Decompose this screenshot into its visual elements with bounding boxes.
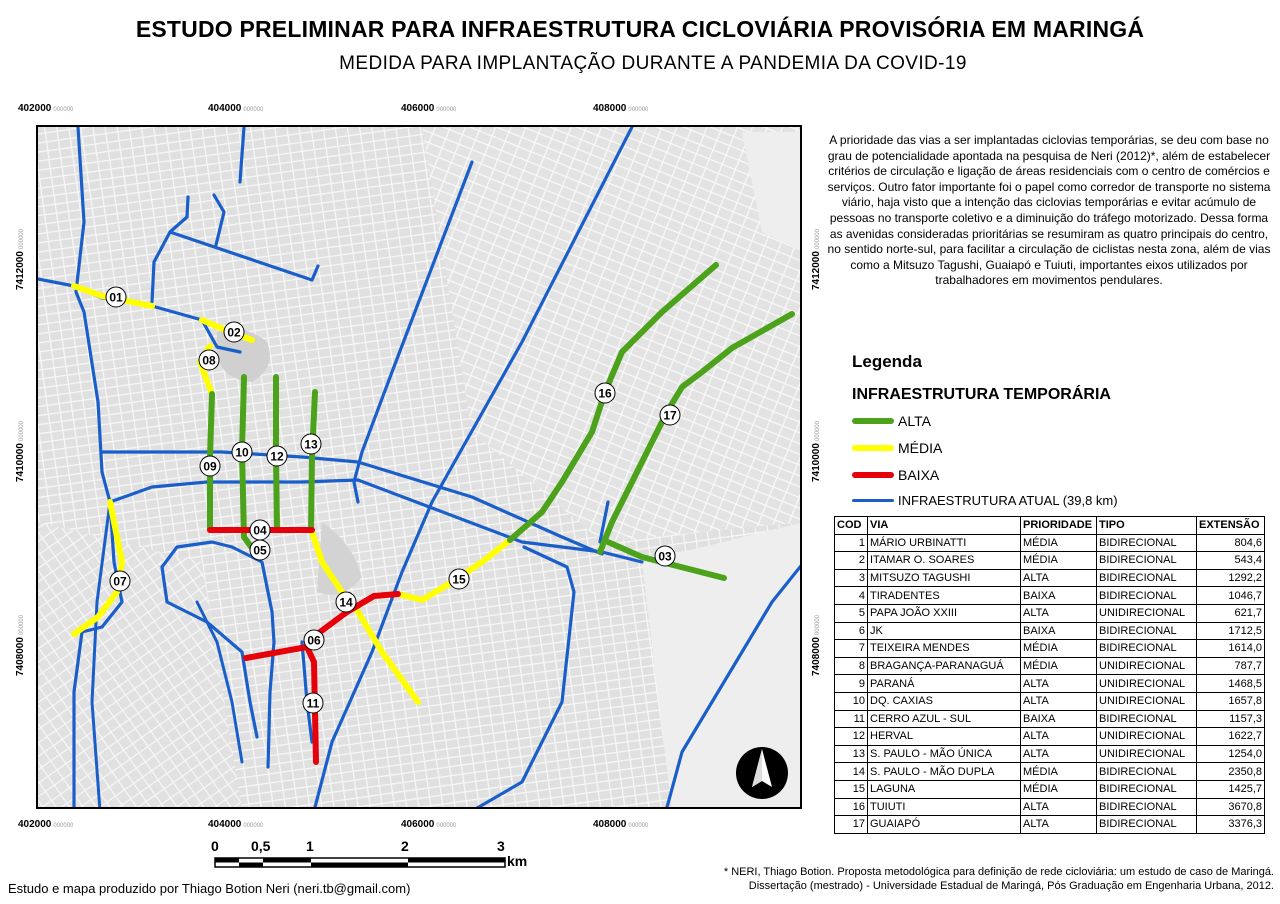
table-cell-extensao: 1614,0 <box>1197 640 1265 658</box>
table-cell-tipo: BIDIRECIONAL <box>1097 763 1197 781</box>
table-cell-prioridade: ALTA <box>1021 604 1097 622</box>
table-row <box>835 780 1265 798</box>
legend-label-atual: INFRAESTRUTURA ATUAL (39,8 km) <box>898 492 1118 508</box>
table-row <box>835 552 1265 570</box>
svg-text:13: 13 <box>304 437 318 452</box>
coord-left-1: 7412000000000 <box>15 229 26 290</box>
table-cell-via: TUIUTI <box>868 798 1021 816</box>
map-frame[interactable] <box>36 125 802 809</box>
north-arrow-icon <box>736 747 788 799</box>
legend-label-alta: ALTA <box>898 413 931 429</box>
svg-text:10: 10 <box>235 445 249 460</box>
reference-footnote <box>600 865 1274 893</box>
road-label-08 <box>199 350 219 370</box>
table-cell-cod: 17 <box>835 816 868 834</box>
table-cell-via: S. PAULO - MÃO ÚNICA <box>868 745 1021 763</box>
svg-text:08: 08 <box>202 353 216 368</box>
table-cell-via: PAPA JOÃO XXIII <box>868 604 1021 622</box>
svg-text:09: 09 <box>203 459 217 474</box>
table-cell-tipo: BIDIRECIONAL <box>1097 710 1197 728</box>
table-cell-extensao: 3376,3 <box>1197 816 1265 834</box>
table-cell-extensao: 3670,8 <box>1197 798 1265 816</box>
coord-bottom-1: 402000 000000 <box>18 819 74 830</box>
road-label-11 <box>303 693 323 713</box>
table-cell-cod: 2 <box>835 552 868 570</box>
table-cell-tipo: BIDIRECIONAL <box>1097 798 1197 816</box>
table-cell-tipo: BIDIRECIONAL <box>1097 622 1197 640</box>
road-label-07 <box>110 571 130 591</box>
table-cell-cod: 9 <box>835 675 868 693</box>
coord-left-2: 7410000000000 <box>15 421 26 482</box>
roads-table-body <box>835 534 1265 833</box>
table-row <box>835 728 1265 746</box>
table-cell-prioridade: BAIXA <box>1021 587 1097 605</box>
road-label-17 <box>660 405 680 425</box>
legend-item-atual <box>852 490 1118 510</box>
coord-top-3: 406000 000000 <box>401 103 457 114</box>
coord-bottom-3: 406000 000000 <box>401 819 457 830</box>
table-cell-extensao: 1712,5 <box>1197 622 1265 640</box>
coord-right-3: 7408000000000 <box>811 615 822 676</box>
table-cell-cod: 11 <box>835 710 868 728</box>
table-cell-cod: 8 <box>835 657 868 675</box>
road-label-02 <box>224 322 244 342</box>
table-cell-via: LAGUNA <box>868 780 1021 798</box>
table-cell-tipo: BIDIRECIONAL <box>1097 780 1197 798</box>
table-cell-prioridade: MÉDIA <box>1021 780 1097 798</box>
table-cell-extensao: 1468,5 <box>1197 675 1265 693</box>
header-cod: COD <box>835 517 868 535</box>
road-label-09 <box>200 456 220 476</box>
table-cell-extensao: 1292,2 <box>1197 569 1265 587</box>
coord-top-4: 408000 000000 <box>593 103 649 114</box>
road-label-15 <box>449 569 469 589</box>
map-title: ESTUDO PRELIMINAR PARA INFRAESTRUTURA CICLOVIÁRIA PROVISÓRIA EM MARINGÁ <box>135 16 1145 42</box>
footnote-line-1: * NERI, Thiago Botion. Proposta metodológica para definição de rede cicloviária: um estudo de caso de Maringá. <box>723 866 1274 878</box>
table-cell-extensao: 2350,8 <box>1197 763 1265 781</box>
table-cell-prioridade: BAIXA <box>1021 622 1097 640</box>
svg-text:16: 16 <box>598 386 612 401</box>
header-extensao: EXTENSÃO <box>1197 517 1265 535</box>
table-cell-via: PARANÁ <box>868 675 1021 693</box>
table-cell-extensao: 1622,7 <box>1197 728 1265 746</box>
svg-text:03: 03 <box>658 549 672 564</box>
svg-text:14: 14 <box>339 595 353 610</box>
coord-right-2: 7410000000000 <box>811 421 822 482</box>
table-cell-extensao: 543,4 <box>1197 552 1265 570</box>
svg-text:05: 05 <box>253 543 267 558</box>
legend-item-media <box>852 438 942 458</box>
map-canvas <box>38 127 802 809</box>
svg-text:15: 15 <box>452 572 466 587</box>
table-row <box>835 816 1265 834</box>
header-tipo: TIPO <box>1097 517 1197 535</box>
table-cell-via: JK <box>868 622 1021 640</box>
scale-label-0: 0 <box>211 838 219 854</box>
road-label-03 <box>655 546 675 566</box>
legend-label-media: MÉDIA <box>898 440 943 456</box>
table-cell-cod: 7 <box>835 640 868 658</box>
table-cell-tipo: UNIDIRECIONAL <box>1097 604 1197 622</box>
table-cell-via: S. PAULO - MÃO DUPLA <box>868 763 1021 781</box>
scale-label-05: 0,5 <box>251 838 271 854</box>
table-cell-via: MITSUZO TAGUSHI <box>868 569 1021 587</box>
table-row <box>835 657 1265 675</box>
table-row <box>835 798 1265 816</box>
table-cell-via: ITAMAR O. SOARES <box>868 552 1021 570</box>
table-cell-extensao: 787,7 <box>1197 657 1265 675</box>
road-label-06 <box>304 630 324 650</box>
scale-label-1: 1 <box>306 838 314 854</box>
svg-text:17: 17 <box>663 408 677 423</box>
table-cell-tipo: BIDIRECIONAL <box>1097 552 1197 570</box>
table-cell-tipo: BIDIRECIONAL <box>1097 640 1197 658</box>
table-cell-tipo: BIDIRECIONAL <box>1097 534 1197 552</box>
table-cell-prioridade: ALTA <box>1021 692 1097 710</box>
table-cell-prioridade: MÉDIA <box>1021 534 1097 552</box>
table-cell-via: CERRO AZUL - SUL <box>868 710 1021 728</box>
table-cell-extensao: 1254,0 <box>1197 745 1265 763</box>
table-header-row <box>835 517 1265 535</box>
svg-text:04: 04 <box>253 523 267 538</box>
table-cell-prioridade: BAIXA <box>1021 710 1097 728</box>
table-cell-prioridade: MÉDIA <box>1021 763 1097 781</box>
table-cell-prioridade: ALTA <box>1021 745 1097 763</box>
table-cell-prioridade: ALTA <box>1021 675 1097 693</box>
table-cell-prioridade: MÉDIA <box>1021 552 1097 570</box>
legend-item-baixa <box>852 465 939 485</box>
table-cell-tipo: BIDIRECIONAL <box>1097 569 1197 587</box>
legend-swatch-red <box>852 472 894 478</box>
roads-table <box>834 516 1265 834</box>
table-cell-cod: 1 <box>835 534 868 552</box>
svg-text:01: 01 <box>109 290 123 305</box>
table-cell-tipo: UNIDIRECIONAL <box>1097 692 1197 710</box>
table-cell-prioridade: MÉDIA <box>1021 657 1097 675</box>
table-cell-via: MÁRIO URBINATTI <box>868 534 1021 552</box>
header-via: VIA <box>868 517 1021 535</box>
table-cell-via: TEIXEIRA MENDES <box>868 640 1021 658</box>
table-row <box>835 675 1265 693</box>
table-row <box>835 710 1265 728</box>
coord-top-1: 402000 000000 <box>18 103 74 114</box>
svg-text:06: 06 <box>307 633 321 648</box>
table-cell-cod: 5 <box>835 604 868 622</box>
table-cell-extensao: 1157,3 <box>1197 710 1265 728</box>
coord-bottom-2: 404000 000000 <box>208 819 264 830</box>
table-cell-via: BRAGANÇA-PARANAGUÁ <box>868 657 1021 675</box>
road-label-13 <box>301 434 321 454</box>
legend-swatch-yellow <box>852 445 894 451</box>
table-cell-extensao: 804,6 <box>1197 534 1265 552</box>
table-row <box>835 622 1265 640</box>
road-label-16 <box>595 383 615 403</box>
table-cell-cod: 4 <box>835 587 868 605</box>
road-label-05 <box>250 540 270 560</box>
table-row <box>835 569 1265 587</box>
table-cell-tipo: BIDIRECIONAL <box>1097 587 1197 605</box>
header-prioridade: PRIORIDADE <box>1021 517 1097 535</box>
author-credit: Estudo e mapa produzido por Thiago Botion Neri (neri.tb@gmail.com) <box>8 881 411 896</box>
coord-bottom-4: 408000 000000 <box>593 819 649 830</box>
coord-left-3: 7408000000000 <box>15 615 26 676</box>
road-label-14 <box>336 592 356 612</box>
table-cell-cod: 14 <box>835 763 868 781</box>
coord-top-2: 404000 000000 <box>208 103 264 114</box>
table-cell-tipo: BIDIRECIONAL <box>1097 816 1197 834</box>
table-cell-tipo: UNIDIRECIONAL <box>1097 745 1197 763</box>
map-subtitle: MEDIDA PARA IMPLANTAÇÃO DURANTE A PANDEMIA DA COVID-19 <box>339 53 967 74</box>
road-label-10 <box>232 442 252 462</box>
coord-right-1: 7412000000000 <box>811 229 822 290</box>
table-cell-prioridade: ALTA <box>1021 728 1097 746</box>
road-label-04 <box>250 520 270 540</box>
table-cell-prioridade: ALTA <box>1021 798 1097 816</box>
table-cell-via: DQ. CAXIAS <box>868 692 1021 710</box>
footnote-line-2: Dissertação (mestrado) - Universidade Estadual de Maringá, Pós Graduação em Engenharia Urbana, 2012. <box>748 880 1274 892</box>
table-cell-extensao: 1425,7 <box>1197 780 1265 798</box>
table-cell-cod: 15 <box>835 780 868 798</box>
table-cell-extensao: 621,7 <box>1197 604 1265 622</box>
legend-swatch-green <box>852 418 894 424</box>
table-row <box>835 763 1265 781</box>
table-cell-tipo: UNIDIRECIONAL <box>1097 728 1197 746</box>
legend-label-baixa: BAIXA <box>898 467 940 483</box>
scale-label-3: 3 <box>497 838 505 854</box>
table-cell-cod: 3 <box>835 569 868 587</box>
table-row <box>835 745 1265 763</box>
table-row <box>835 692 1265 710</box>
description-text: A prioridade das vias a ser implantadas ciclovias temporárias, se deu com base no grau de potencialidade apontada na pesquisa de Neri (2012)*, além de estabelecer critérios de circulação e ligação de áreas residenciais com o centro de comércios e serviços. Outro fator importante foi o papel como corredor de transporte no sistema viário, haja visto que a intenção das ciclovias temporárias e evitar acúmulo de pessoas no transporte coletivo e a diminuição do tráfego motorizado. Dessa forma as avenidas consideradas prioritárias se resumiram as quatro principais do centro, no sentido norte-sul, para facilitar a circulação de ciclistas nesta zona, além de vias como a Mitsuzo Tagushi, Guaiapó e Tuiuti, importantes eixos utilizados por trabalhadores em movimentos pendulares. <box>827 133 1271 288</box>
table-cell-cod: 16 <box>835 798 868 816</box>
scale-bar <box>214 857 506 869</box>
table-row <box>835 534 1265 552</box>
scale-label-2: 2 <box>401 838 409 854</box>
road-label-01 <box>106 287 126 307</box>
legend-title: Legenda <box>852 352 922 371</box>
table-cell-via: GUAIAPÓ <box>868 816 1021 834</box>
svg-text:07: 07 <box>113 574 127 589</box>
table-cell-prioridade: ALTA <box>1021 816 1097 834</box>
table-row <box>835 640 1265 658</box>
table-cell-cod: 6 <box>835 622 868 640</box>
table-cell-extensao: 1046,7 <box>1197 587 1265 605</box>
table-cell-tipo: UNIDIRECIONAL <box>1097 657 1197 675</box>
table-cell-prioridade: ALTA <box>1021 569 1097 587</box>
legend-subtitle: INFRAESTRUTURA TEMPORÁRIA <box>852 386 1111 403</box>
table-cell-via: HERVAL <box>868 728 1021 746</box>
svg-text:12: 12 <box>270 449 284 464</box>
table-cell-cod: 12 <box>835 728 868 746</box>
legend-item-alta <box>852 411 931 431</box>
table-row <box>835 604 1265 622</box>
table-cell-via: TIRADENTES <box>868 587 1021 605</box>
legend-swatch-blue <box>852 499 894 502</box>
scale-unit: km <box>507 853 528 869</box>
table-cell-tipo: UNIDIRECIONAL <box>1097 675 1197 693</box>
table-row <box>835 587 1265 605</box>
table-cell-extensao: 1657,8 <box>1197 692 1265 710</box>
table-cell-cod: 13 <box>835 745 868 763</box>
svg-text:02: 02 <box>227 325 241 340</box>
road-label-12 <box>267 446 287 466</box>
svg-text:11: 11 <box>306 696 320 711</box>
table-cell-cod: 10 <box>835 692 868 710</box>
table-cell-prioridade: MÉDIA <box>1021 640 1097 658</box>
